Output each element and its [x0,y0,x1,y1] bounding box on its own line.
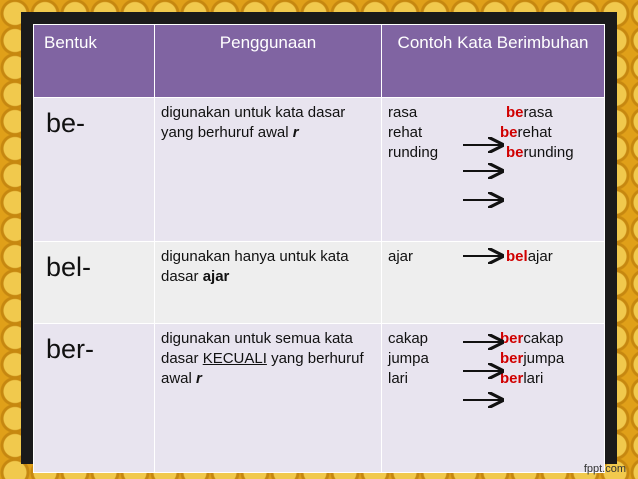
derived-word [506,103,553,123]
word-rest: jumpa [523,350,565,367]
word-rest: runding [523,144,574,161]
usage-emphasis: r [196,370,202,387]
header-penggunaan: Penggunaan [155,25,382,98]
prefix: be [506,104,524,121]
usage-cell [155,324,382,473]
affix-table [33,24,605,473]
example-line [388,329,598,349]
word-rest: ajar [527,248,553,265]
example-line [388,369,598,389]
table-row [34,98,605,242]
form-cell: be- [34,98,155,242]
examples-cell [382,242,605,324]
header-bentuk: Bentuk [34,25,155,98]
prefix: ber [500,350,524,367]
usage-cell [155,98,382,242]
base-word: jumpa [388,350,429,367]
example-line [388,143,598,163]
prefix: be [500,124,518,141]
examples-cell [382,98,605,242]
derived-word [500,369,543,389]
example-line [388,103,598,123]
form-cell: ber- [34,324,155,473]
base-word: rasa [388,104,418,121]
prefix: bel [506,248,528,265]
table-header-row [34,25,605,98]
header-contoh: Contoh Kata Berimbuhan [382,25,605,98]
form-cell: bel- [34,242,155,324]
watermark-logo: fppt.com [583,463,626,475]
base-word: ajar [388,248,414,265]
word-rest: lari [523,370,544,387]
word-rest: rasa [523,104,553,121]
example-line [388,349,598,369]
usage-emphasis: ajar [202,268,230,285]
usage-text: digunakan hanya untuk kata dasar [161,248,349,285]
base-word: rehat [388,124,423,141]
usage-cell [155,242,382,324]
example-line [388,123,598,143]
example-line [388,247,598,267]
base-word: lari [388,370,409,387]
examples-cell [382,324,605,473]
prefix: ber [500,330,524,347]
usage-text: digunakan untuk semua kata dasar [161,330,353,367]
derived-word [506,247,553,267]
derived-word [500,349,564,369]
usage-text: digunakan untuk kata dasar yang berhuruf awal [161,104,346,141]
prefix: be [506,144,524,161]
base-word: cakap [388,330,429,347]
usage-text-cont: yang berhuruf awal [161,350,364,387]
table-row [34,242,605,324]
usage-emphasis: r [292,124,299,141]
word-rest: cakap [523,330,564,347]
word-rest: rehat [517,124,552,141]
prefix: ber [500,370,524,387]
usage-exception: KECUALI [202,350,267,367]
base-word: runding [388,144,439,161]
derived-word [506,143,574,163]
derived-word [500,329,563,349]
table-row [34,324,605,473]
derived-word [500,123,552,143]
